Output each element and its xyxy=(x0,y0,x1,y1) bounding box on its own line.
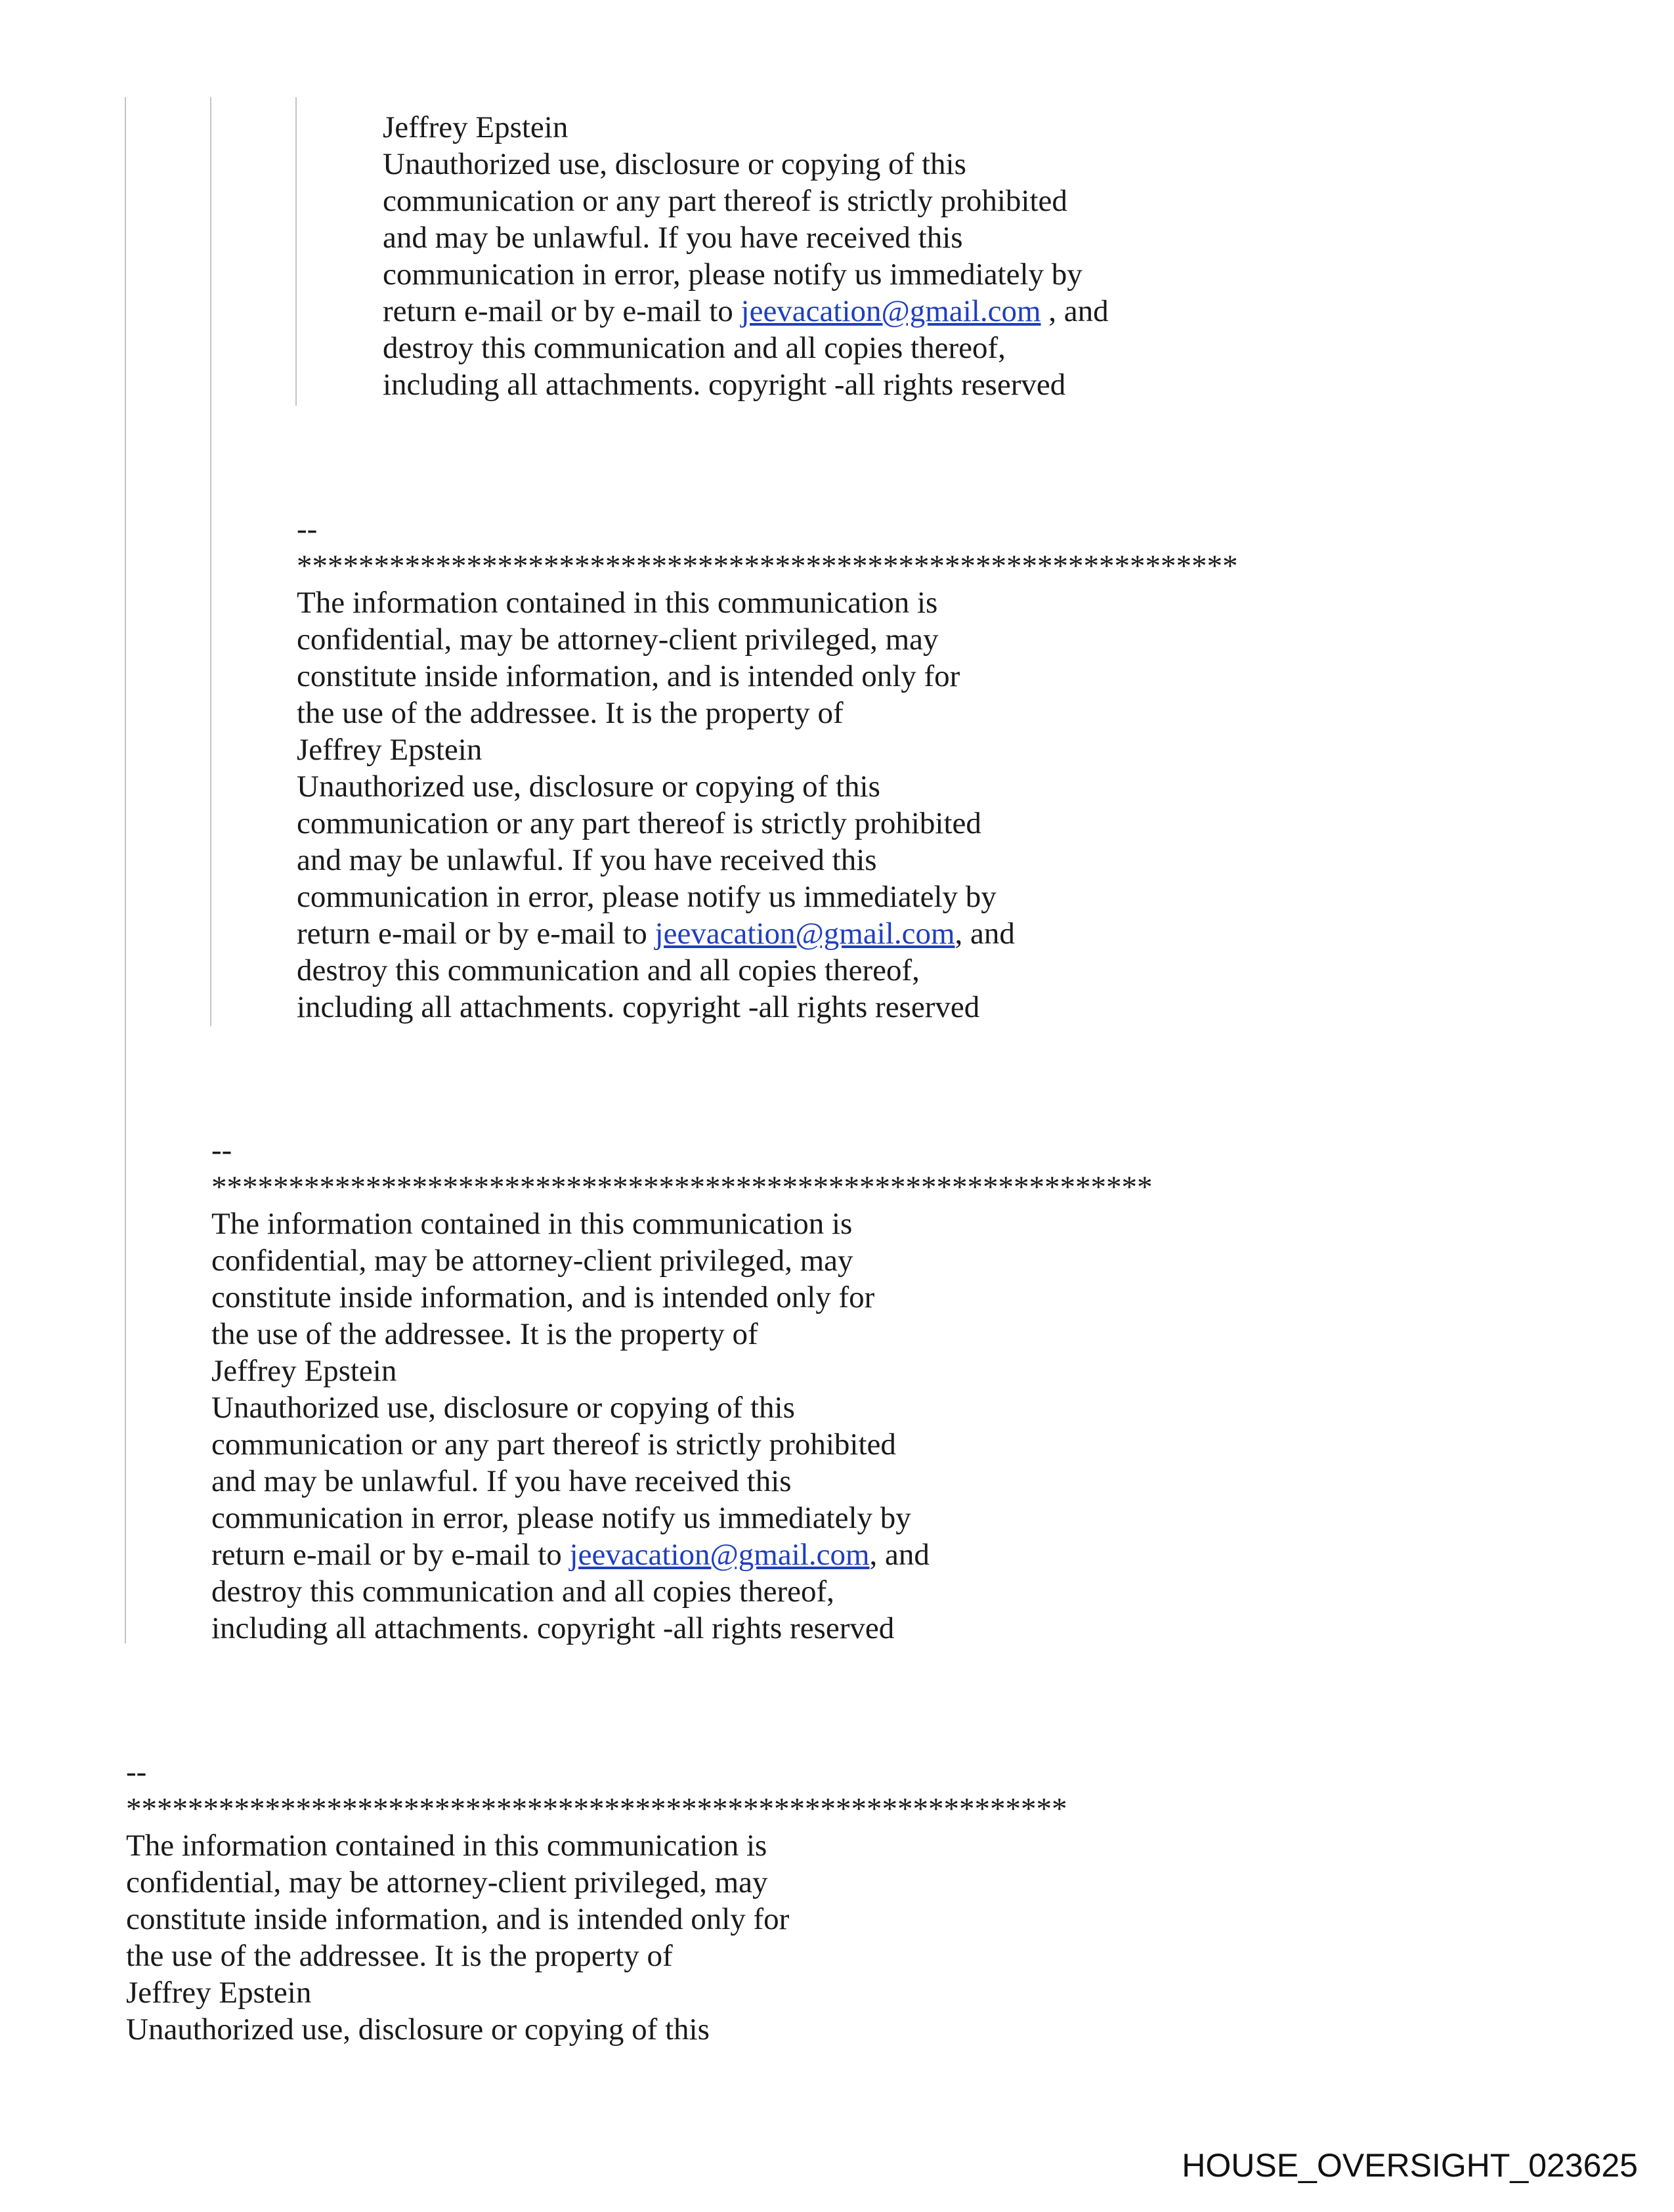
quoted-disclaimer-level-1 xyxy=(211,1132,1153,1647)
signature-separator: -- xyxy=(126,1755,147,1789)
disclaimer-top-level xyxy=(126,1754,1067,2048)
signature-separator: -- xyxy=(297,512,318,546)
disclaimer-line: and may be unlawful. If you have received this xyxy=(383,221,963,255)
disclaimer-line: communication or any part thereof is strictly prohibited xyxy=(383,184,1067,218)
disclaimer-line: confidential, may be attorney-client privileged, may xyxy=(297,622,939,657)
disclaimer-line: communication or any part thereof is strictly prohibited xyxy=(211,1427,896,1462)
disclaimer-email-line xyxy=(211,1536,1153,1573)
disclaimer-line: Unauthorized use, disclosure or copying of this xyxy=(126,2012,710,2047)
quote-rule-inner xyxy=(295,97,297,406)
disclaimer-line: communication or any part thereof is strictly prohibited xyxy=(297,806,981,840)
disclaimer-line: the use of the addressee. It is the property of xyxy=(211,1317,758,1351)
asterisk-divider: ************************************************************* xyxy=(211,1170,1153,1204)
disclaimer-line: Jeffrey Epstein xyxy=(383,110,569,144)
email-link[interactable]: jeevacation@gmail.com xyxy=(569,1538,870,1572)
email-prefix: return e-mail or by e-mail to xyxy=(297,917,655,951)
disclaimer-line: the use of the addressee. It is the property of xyxy=(297,696,844,730)
disclaimer-line: the use of the addressee. It is the property of xyxy=(126,1939,673,1973)
disclaimer-line: and may be unlawful. If you have received this xyxy=(211,1464,792,1498)
disclaimer-line: Jeffrey Epstein xyxy=(126,1976,312,2010)
asterisk-divider: ************************************************************* xyxy=(126,1792,1067,1826)
email-suffix: , and xyxy=(869,1538,930,1572)
quote-rule-middle xyxy=(210,97,211,1026)
disclaimer-email-line xyxy=(297,915,1238,952)
disclaimer-line: including all attachments. copyright -all rights reserved xyxy=(211,1611,895,1645)
disclaimer-line: confidential, may be attorney-client privileged, may xyxy=(211,1244,853,1278)
quote-rule-outer xyxy=(125,97,126,1643)
disclaimer-line: destroy this communication and all copies thereof, xyxy=(211,1574,834,1609)
asterisk-divider: ************************************************************* xyxy=(297,549,1238,583)
email-suffix: , and xyxy=(1041,294,1109,328)
disclaimer-line: communication in error, please notify us immediately by xyxy=(297,880,997,914)
disclaimer-email-line xyxy=(383,293,1109,330)
email-prefix: return e-mail or by e-mail to xyxy=(383,294,741,328)
disclaimer-line: The information contained in this communication is xyxy=(126,1829,767,1863)
disclaimer-line: constitute inside information, and is intended only for xyxy=(211,1280,875,1314)
disclaimer-line: constitute inside information, and is intended only for xyxy=(297,659,960,693)
email-link[interactable]: jeevacation@gmail.com xyxy=(655,917,955,951)
disclaimer-line: destroy this communication and all copies thereof, xyxy=(383,331,1006,365)
disclaimer-line: Jeffrey Epstein xyxy=(211,1354,397,1388)
disclaimer-line: Unauthorized use, disclosure or copying of this xyxy=(211,1391,795,1425)
quoted-disclaimer-level-3 xyxy=(383,109,1109,403)
disclaimer-line: Jeffrey Epstein xyxy=(297,733,483,767)
disclaimer-line: including all attachments. copyright -all rights reserved xyxy=(383,368,1066,402)
disclaimer-line: and may be unlawful. If you have received this xyxy=(297,843,877,877)
disclaimer-line: The information contained in this communication is xyxy=(211,1207,853,1241)
bates-number: HOUSE_OVERSIGHT_023625 xyxy=(1182,2147,1638,2184)
quoted-disclaimer-level-2 xyxy=(297,511,1238,1026)
disclaimer-line: Unauthorized use, disclosure or copying of this xyxy=(383,147,966,181)
disclaimer-line: constitute inside information, and is intended only for xyxy=(126,1902,790,1936)
signature-separator: -- xyxy=(211,1133,232,1167)
disclaimer-line: The information contained in this communication is xyxy=(297,586,938,620)
disclaimer-line: confidential, may be attorney-client privileged, may xyxy=(126,1865,768,1899)
email-suffix: , and xyxy=(955,917,1015,951)
disclaimer-line: communication in error, please notify us immediately by xyxy=(211,1501,911,1535)
disclaimer-line: including all attachments. copyright -all rights reserved xyxy=(297,990,980,1024)
disclaimer-line: Unauthorized use, disclosure or copying of this xyxy=(297,770,880,804)
disclaimer-line: communication in error, please notify us immediately by xyxy=(383,257,1083,292)
email-prefix: return e-mail or by e-mail to xyxy=(211,1538,570,1572)
email-link[interactable]: jeevacation@gmail.com xyxy=(740,294,1041,328)
disclaimer-line: destroy this communication and all copies thereof, xyxy=(297,953,920,987)
